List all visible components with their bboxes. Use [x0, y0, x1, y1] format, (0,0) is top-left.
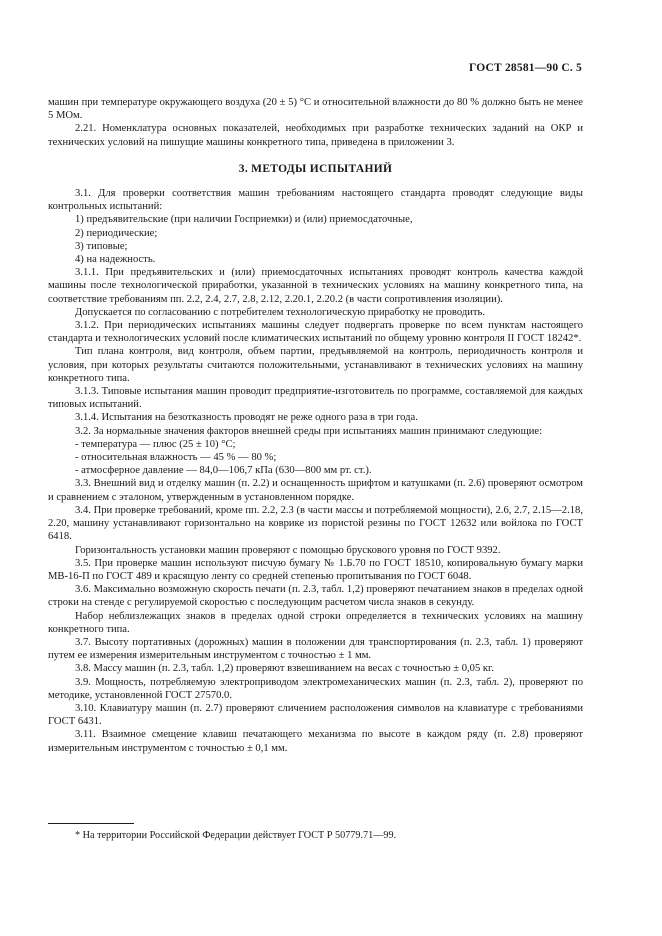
list-item: - атмосферное давление — 84,0—106,7 кПа (630—800 мм рт. ст.). [75, 465, 372, 477]
paragraph: Горизонтальность установки машин проверяют с помощью брускового уровня по ГОСТ 9392. [75, 544, 501, 556]
document-body [48, 96, 583, 755]
paragraph: 3.5. При проверке машин используют писчую бумагу № 1.Б.70 по ГОСТ 18510, копировальную бумагу марки МВ-16-П по ГОСТ 489 и красящую ленту со средней степенью пропитывания по ГОСТ 6048. [48, 557, 583, 582]
paragraph: 3.10. Клавиатуру машин (п. 2.7) проверяют сличением расположения символов на клавиатуре с требованиями ГОСТ 6431. [48, 702, 583, 728]
list-item: 4) на надежность. [75, 254, 156, 266]
paragraph: 3.8. Массу машин (п. 2.3, табл. 1,2) проверяют взвешиванием на весах с точностью ± 0,05 кг. [75, 663, 494, 675]
paragraph: 3.9. Мощность, потребляемую электроприводом электромеханических машин (п. 2.3, табл. 2), проверяют по методике, установленной ГОСТ 27570.0. [48, 676, 583, 701]
footnote-rule [48, 823, 134, 824]
paragraph: 3.1.1. При предъявительских и (или) приемосдаточных испытаниях проводят контроль качества каждой машины после технологической приработки, указанной в технических условиях на машину конкретного типа, на соответствие требованиям пп. 2.2, 2.4, 2.7, 2.8, 2.12, 2.20.1, 2.20.2 (в части сопротивления изоляции). [48, 267, 583, 305]
paragraph: 3.3. Внешний вид и отделку машин (п. 2.2) и оснащенность шрифтом и катушками (п. 2.6) проверяют осмотром и сравнением с эталоном, утвержденным в установленном порядке. [48, 478, 583, 503]
paragraph: 3.2. За нормальные значения факторов внешней среды при испытаниях машин принимают следующие: [75, 425, 543, 437]
list-item: 2) периодические; [75, 227, 158, 239]
paragraph: 3.1.3. Типовые испытания машин проводит предприятие-изготовитель по программе, составляемой для каждых типовых испытаний. [48, 386, 583, 411]
paragraph: Тип плана контроля, вид контроля, объем партии, предъявляемой на контроль, периодичность контроля и условия, при которых результаты считаются положительными, устанавливают в технических условиях на машину конкретного типа. [48, 346, 583, 384]
page-header: ГОСТ 28581—90 С. 5 [469, 62, 582, 74]
list-item: 1) предъявительские (при наличии Госприемки) и (или) приемосдаточные, [75, 214, 413, 226]
list-item: - температура — плюс (25 ± 10) °С; [75, 438, 236, 450]
list-item: - относительная влажность — 45 % — 80 %; [75, 452, 277, 464]
paragraph: Набор неблизлежащих знаков в пределах одной строки определяется в технических условиях на машину конкретного типа. [48, 610, 583, 635]
paragraph: 3.1. Для проверки соответствия машин требованиям настоящего стандарта проводят следующие виды контрольных испытаний: [48, 188, 583, 213]
section-title: 3. МЕТОДЫ ИСПЫТАНИЙ [238, 162, 393, 175]
paragraph: Допускается по согласованию с потребителем технологическую приработку не проводить. [75, 306, 485, 318]
paragraph: 3.11. Взаимное смещение клавиш печатающего механизма по высоте в каждом ряду (п. 2.8) проверяют измерительным инструментом с точностью ± 0,1 мм. [48, 729, 583, 754]
list-item: 3) типовые; [75, 240, 128, 252]
paragraph: 3.6. Максимально возможную скорость печати (п. 2.3, табл. 1,2) проверяют печатанием знаков в пределах одной строки на стенде с регулируемой скоростью с последующим расчетом числа знаков в секунду. [48, 584, 583, 609]
footnote: * На территории Российской Федерации действует ГОСТ Р 50779.71—99. [75, 830, 397, 841]
paragraph: 3.4. При проверке требований, кроме пп. 2.2, 2.3 (в части массы и потребляемой мощности), 2.6, 2.7, 2.15—2.18, 2.20, машину устанавливают горизонтально на коврике из пористой резины по ГОСТ 12632 или войлока по ГОСТ 6418. [48, 504, 583, 543]
paragraph: 3.1.2. При периодических испытаниях машины следует подвергать проверке по всем пунктам настоящего стандарта и технологических условий после климатических испытаний по общему уровню контроля II ГОСТ 18242*. [48, 320, 583, 345]
paragraph: 3.1.4. Испытания на безотказность проводят не реже одного раза в три года. [75, 412, 418, 424]
paragraph: машин при температуре окружающего воздуха (20 ± 5) °С и относительной влажности до 80 % должно быть не менее 5 МОм. [48, 97, 583, 122]
paragraph: 2.21. Номенклатура основных показателей, необходимых при разработке технических заданий на ОКР и технических условий на пишущие машины конкретного типа, приведена в приложении 3. [48, 123, 583, 148]
paragraph: 3.7. Высоту портативных (дорожных) машин в положении для транспортирования (п. 2.3, табл. 1) проверяют путем ее измерения измерительным инструментом с точностью ± 1 мм. [48, 636, 583, 662]
